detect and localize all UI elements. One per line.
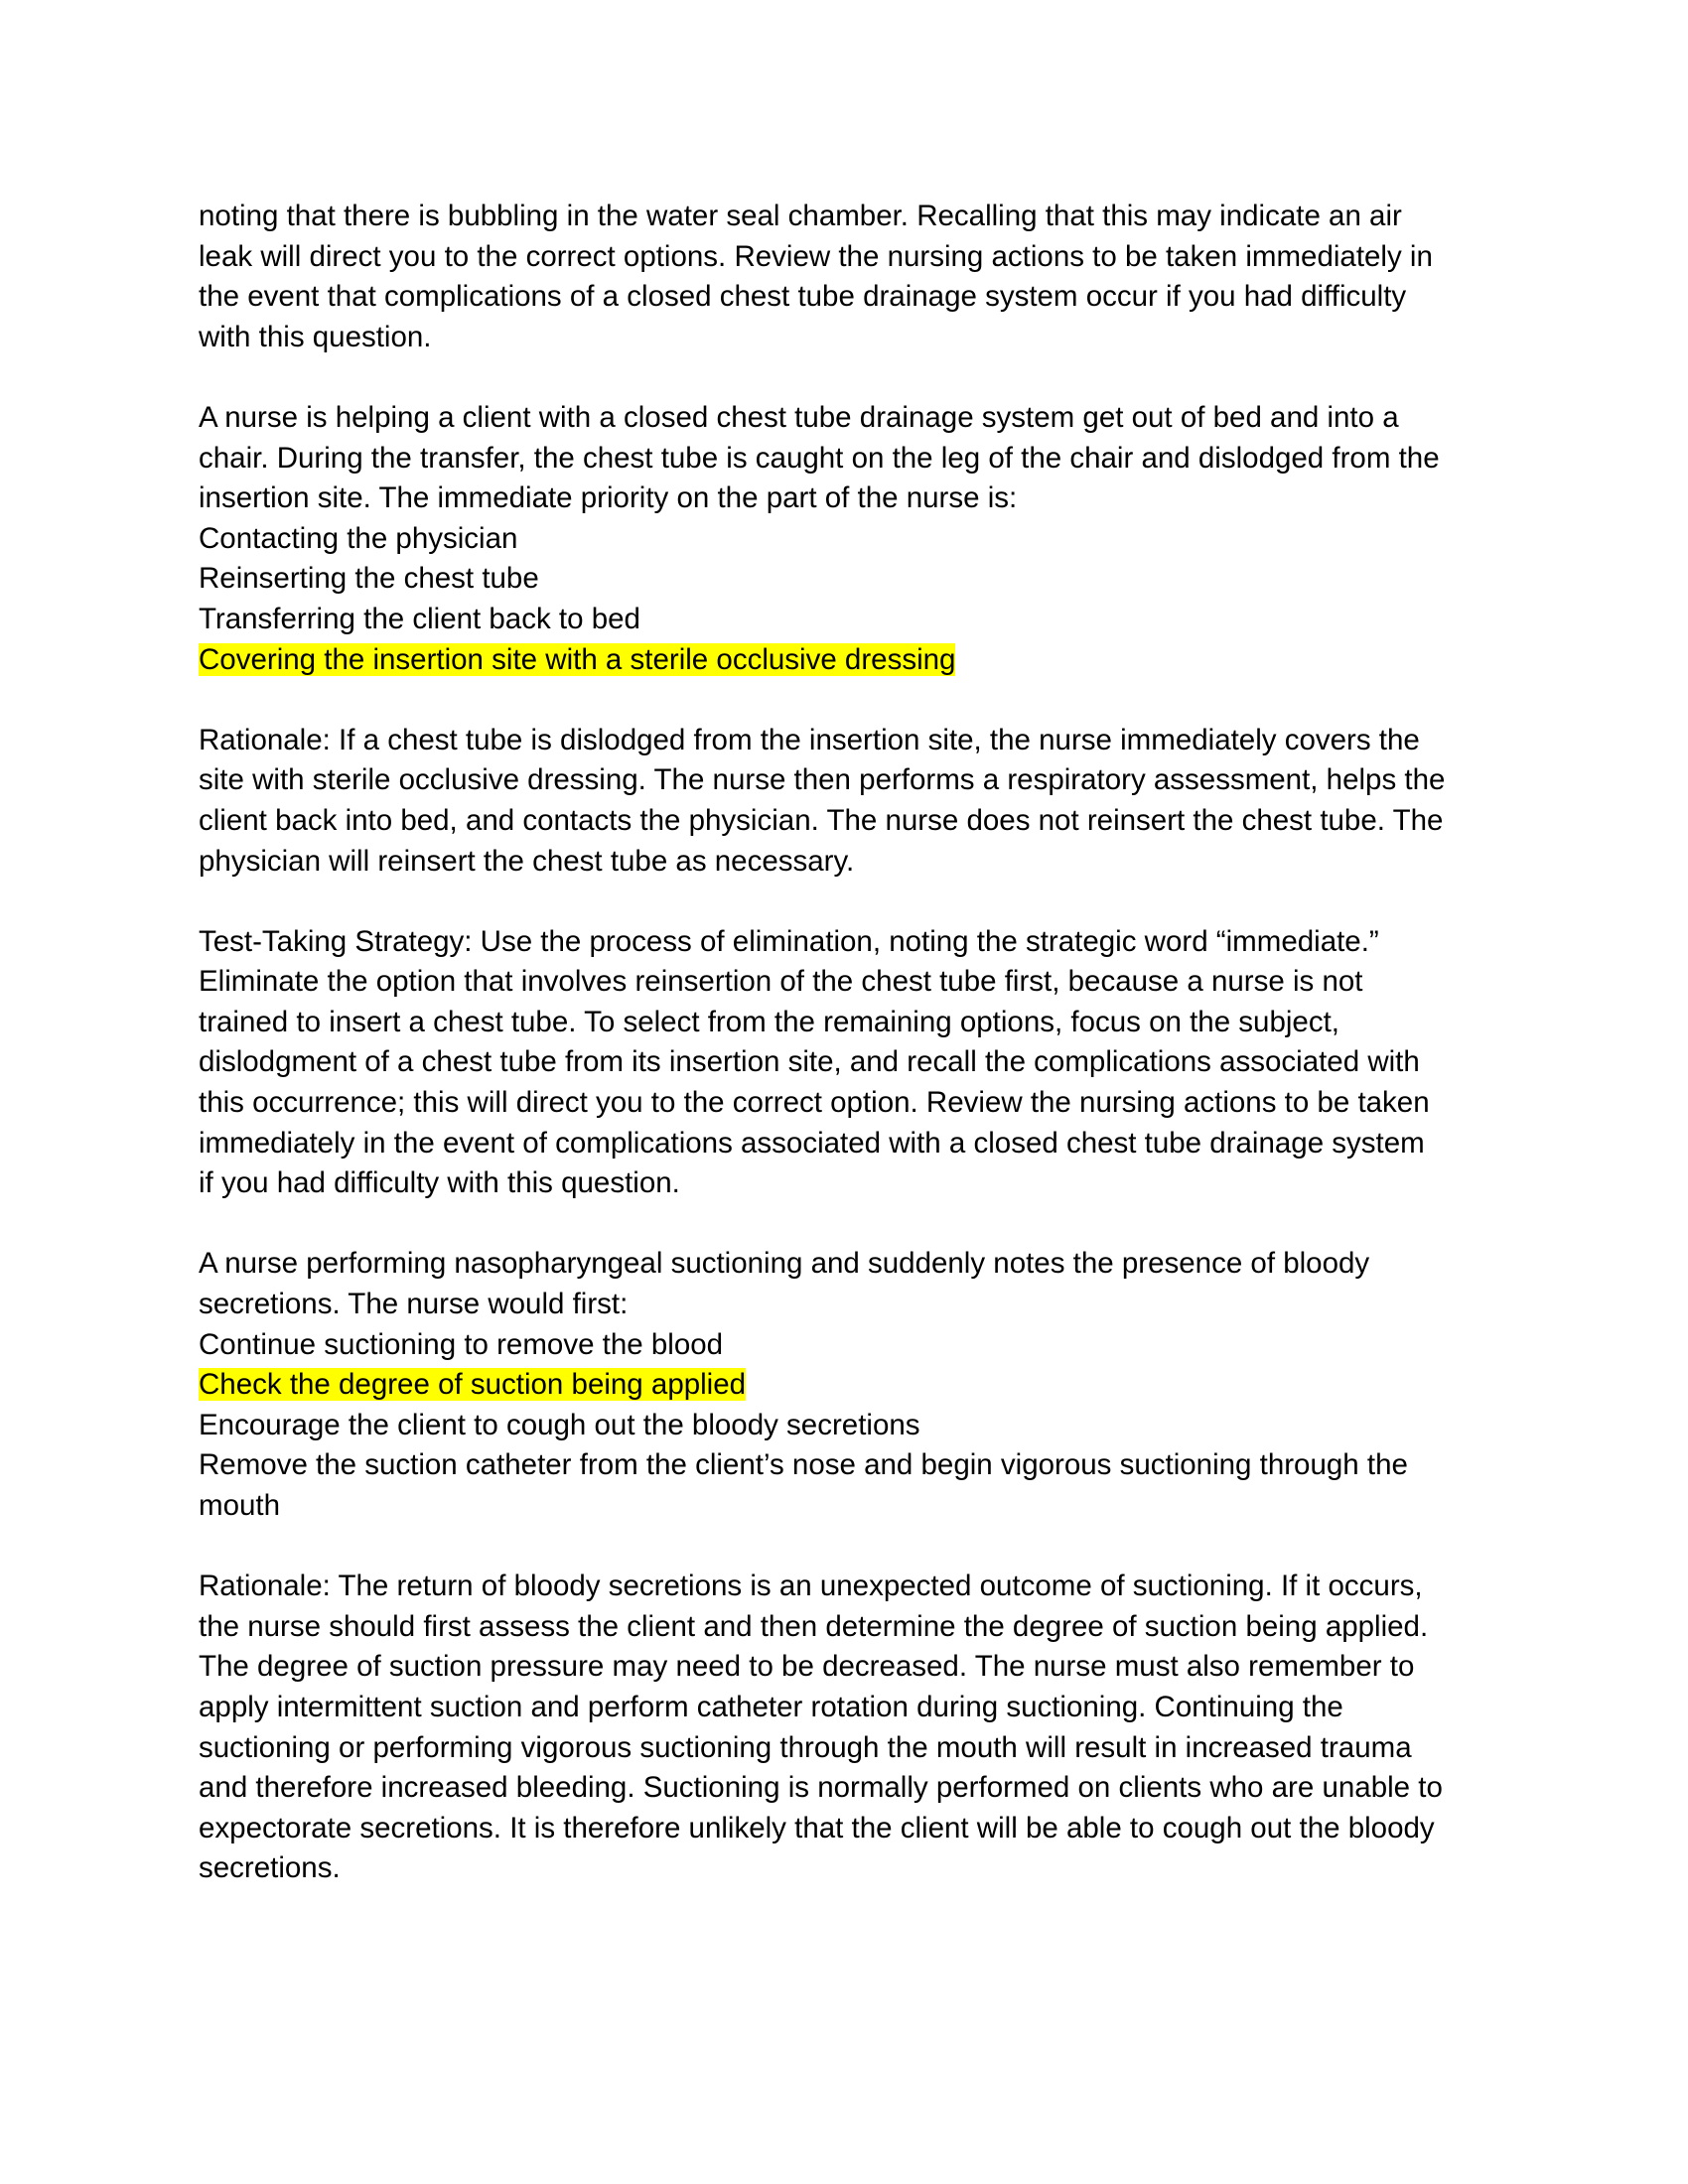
answer-option: Contacting the physician (199, 521, 518, 555)
correct-answer-option (199, 640, 1509, 681)
rationale-line: physician will reinsert the chest tube as necessary. (199, 844, 855, 878)
rationale-line: the nurse should first assess the client and then determine the degree of suction being applied. (199, 1609, 1429, 1643)
answer-highlight: Covering the insertion site with a sterile occlusive dressing (199, 642, 956, 676)
rationale-line: Rationale: If a chest tube is dislodged from the insertion site, the nurse immediately covers the (199, 723, 1420, 756)
question1-rationale (199, 721, 1509, 882)
question-stem-line: A nurse performing nasopharyngeal suctioning and suddenly notes the presence of bloody (199, 1247, 1370, 1281)
intro-line: noting that there is bubbling in the water seal chamber. Recalling that this may indicate an air (199, 200, 1402, 232)
strategy-line: Test-Taking Strategy: Use the process of elimination, noting the strategic word “immediate.” (199, 924, 1379, 958)
question1-strategy (199, 922, 1509, 1204)
strategy-line: trained to insert a chest tube. To select from the remaining options, focus on the subject, (199, 1005, 1339, 1038)
answer-option: Continue suctioning to remove the blood (199, 1327, 724, 1361)
document-page (199, 197, 1509, 1889)
paragraph-gap (199, 1204, 1509, 1245)
question1-options (199, 519, 1509, 680)
paragraph-gap (199, 680, 1509, 721)
intro-line: leak will direct you to the correct options. Review the nursing actions to be taken immediately in (199, 239, 1433, 273)
answer-option: Reinserting the chest tube (199, 562, 539, 596)
question2-stem (199, 1244, 1509, 1324)
rationale-line: site with sterile occlusive dressing. The nurse then performs a respiratory assessment, helps the (199, 763, 1446, 797)
strategy-line: Eliminate the option that involves reinsertion of the chest tube first, because a nurse is not (199, 965, 1363, 999)
rationale-line: apply intermittent suction and perform catheter rotation during suctioning. Continuing the (199, 1690, 1343, 1723)
answer-option: Transferring the client back to bed (199, 602, 640, 635)
rationale-line: The degree of suction pressure may need to be decreased. The nurse must also remember to (199, 1650, 1415, 1684)
intro-paragraph (199, 197, 1509, 357)
strategy-line: this occurrence; this will direct you to the correct option. Review the nursing actions to be taken (199, 1086, 1430, 1120)
rationale-line: expectorate secretions. It is therefore unlikely that the client will be able to cough out the bloody (199, 1811, 1435, 1844)
intro-line: with this question. (199, 320, 432, 353)
answer-option: Encourage the client to cough out the bloody secretions (199, 1408, 920, 1441)
question-stem-line: chair. During the transfer, the chest tube is caught on the leg of the chair and dislodged from the (199, 441, 1440, 475)
correct-answer-option (199, 1365, 1509, 1406)
question-stem-line: insertion site. The immediate priority on the part of the nurse is: (199, 481, 1018, 515)
question1-stem (199, 398, 1509, 519)
answer-highlight: Check the degree of suction being applied (199, 1368, 747, 1402)
rationale-line: and therefore increased bleeding. Suctioning is normally performed on clients who are unable to (199, 1771, 1443, 1805)
question-stem-line: secretions. The nurse would first: (199, 1288, 629, 1321)
strategy-line: immediately in the event of complications associated with a closed chest tube drainage system (199, 1126, 1425, 1160)
rationale-line: client back into bed, and contacts the physician. The nurse does not reinsert the chest tube. The (199, 803, 1444, 837)
rationale-line: secretions. (199, 1851, 341, 1885)
paragraph-gap (199, 1527, 1509, 1568)
strategy-line: if you had difficulty with this question. (199, 1166, 680, 1200)
question2-rationale (199, 1567, 1509, 1889)
strategy-line: dislodgment of a chest tube from its insertion site, and recall the complications associated with (199, 1045, 1420, 1079)
answer-option: mouth (199, 1489, 280, 1522)
rationale-line: suctioning or performing vigorous suctioning through the mouth will result in increased trauma (199, 1730, 1412, 1764)
rationale-line: Rationale: The return of bloody secretions is an unexpected outcome of suctioning. If it occurs, (199, 1570, 1423, 1603)
answer-option: Remove the suction catheter from the client’s nose and begin vigorous suctioning through the (199, 1448, 1408, 1482)
question-stem-line: A nurse is helping a client with a closed chest tube drainage system get out of bed and into a (199, 400, 1399, 434)
paragraph-gap (199, 357, 1509, 398)
question2-options (199, 1325, 1509, 1527)
intro-line: the event that complications of a closed chest tube drainage system occur if you had difficulty (199, 280, 1407, 314)
paragraph-gap (199, 882, 1509, 922)
